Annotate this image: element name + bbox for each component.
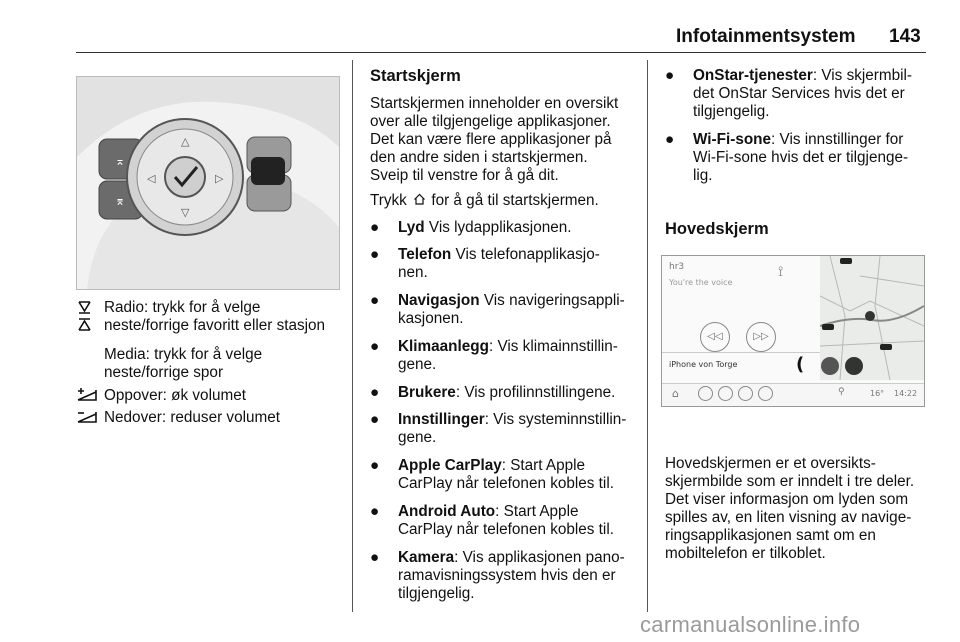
- item-label: Wi-Fi-sone: [693, 131, 772, 148]
- bullet: ●: [370, 246, 380, 263]
- startskjerm-intro: [370, 95, 640, 185]
- page-number: 143: [889, 26, 921, 47]
- list-item: [370, 549, 632, 603]
- list-item: [370, 338, 632, 374]
- svg-text:△: △: [181, 135, 190, 148]
- item-label: OnStar-tjenester: [693, 67, 813, 84]
- intro-line: over alle tilgjengelige applikasjoner.: [370, 113, 611, 130]
- item-text: ramavisningssystem hvis den er: [398, 567, 616, 584]
- item-text: : Vis klimainnstillin-: [488, 338, 618, 355]
- list-item: [370, 219, 632, 237]
- home-screen-illustration: [661, 255, 925, 407]
- item-text: Vis navigeringsappli-: [483, 292, 625, 309]
- map-view: [820, 256, 924, 380]
- paragraph-line: Hovedskjermen er et oversikts-: [665, 455, 876, 472]
- header-divider: [76, 52, 926, 53]
- svg-text:◁: ◁: [147, 172, 156, 185]
- control-media-line2: neste/forrige spor: [104, 364, 224, 381]
- location-icon: ⚲: [838, 387, 845, 397]
- home-icon: ⌂: [672, 387, 679, 400]
- paragraph-line: ringsapplikasjonen samt om en: [665, 527, 876, 544]
- seek-up-down-icon: [76, 299, 104, 338]
- bullet: ●: [370, 411, 380, 428]
- control-seek-line2: neste/forrige favoritt eller stasjon: [104, 317, 326, 334]
- paragraph-line: spilles av, en liten visning av navige-: [665, 509, 912, 526]
- bullet: ●: [370, 457, 380, 474]
- bullet: ●: [370, 219, 380, 236]
- item-label: Innstillinger: [398, 411, 485, 428]
- control-volume-up: [76, 387, 246, 408]
- item-text: : Vis innstillinger for: [771, 131, 904, 148]
- list-item: [370, 457, 632, 493]
- steering-wheel-drawing: [77, 77, 339, 289]
- press-prefix: Trykk: [370, 192, 407, 209]
- intro-line: den andre siden i startskjermen.: [370, 149, 588, 166]
- list-item: [665, 67, 927, 121]
- item-text: Wi-Fi-sone hvis det er tilgjenge-: [693, 149, 909, 166]
- volume-down-icon: [76, 409, 104, 430]
- control-media: [104, 346, 262, 382]
- control-seek: [76, 299, 325, 338]
- item-text: : Vis applikasjonen pano-: [454, 549, 625, 566]
- item-text: : Vis profilinnstillingene.: [455, 384, 616, 401]
- bullet: ●: [665, 131, 675, 148]
- list-item: [370, 384, 632, 402]
- control-seek-line1: Radio: trykk for å velge: [104, 299, 261, 316]
- press-home-instruction: [370, 192, 599, 210]
- steering-wheel-illustration: [76, 76, 340, 290]
- bullet: ●: [665, 67, 675, 84]
- item-label: Kamera: [398, 549, 455, 566]
- item-text: gene.: [398, 429, 437, 446]
- navigation-app-icon: [738, 386, 753, 401]
- hovedskjerm-heading: Hovedskjerm: [665, 220, 769, 238]
- item-text: : Start Apple: [495, 503, 579, 520]
- previous-track-icon: ◁◁: [700, 322, 730, 352]
- svg-text:▽: ▽: [181, 206, 190, 219]
- item-text: det OnStar Services hvis det er: [693, 85, 905, 102]
- item-text: Vis telefonapplikasjo-: [455, 246, 600, 263]
- phone-name: iPhone von Torge: [669, 360, 738, 369]
- paragraph-line: skjermbilde som er inndelt i tre deler.: [665, 473, 915, 490]
- list-item: [370, 246, 632, 282]
- startskjerm-heading: Startskjerm: [370, 67, 461, 85]
- home-icon: [411, 192, 427, 210]
- bullet: ●: [370, 384, 380, 401]
- svg-text:⌆: ⌆: [115, 194, 126, 208]
- item-text: : Start Apple: [501, 457, 586, 474]
- item-text: Vis lydapplikasjonen.: [428, 219, 572, 236]
- climate-app-icon: [758, 386, 773, 401]
- temperature-readout: 16°: [870, 389, 885, 398]
- press-suffix: for å gå til startskjermen.: [431, 192, 599, 209]
- item-text: : Vis skjermbil-: [812, 67, 913, 84]
- item-text: tilgjengelig.: [693, 103, 770, 120]
- item-label: Navigasjon: [398, 292, 480, 309]
- item-label: Telefon: [398, 246, 452, 263]
- item-text: : Vis systeminnstillin-: [484, 411, 627, 428]
- audio-source-label: hr3: [669, 262, 685, 272]
- bullet: ●: [370, 503, 380, 520]
- next-track-icon: ▷▷: [746, 322, 776, 352]
- column-divider-right: [647, 60, 648, 612]
- antenna-icon: ⟟: [778, 264, 784, 280]
- bullet: ●: [370, 549, 380, 566]
- paragraph-line: Det viser informasjon om lyden som: [665, 491, 909, 508]
- intro-line: Sveip til venstre for å gå dit.: [370, 167, 559, 184]
- item-text: CarPlay når telefonen kobles til.: [398, 475, 614, 492]
- phone-icon: (: [796, 354, 805, 375]
- item-text: gene.: [398, 356, 437, 373]
- clock-readout: 14:22: [894, 389, 918, 398]
- item-text: kasjonen.: [398, 310, 464, 327]
- item-label: Apple CarPlay: [398, 457, 502, 474]
- item-text: CarPlay når telefonen kobles til.: [398, 521, 614, 538]
- item-label: Brukere: [398, 384, 456, 401]
- intro-line: Det kan være flere applikasjoner på: [370, 131, 612, 148]
- control-volume-down-text: Nedover: reduser volumet: [104, 409, 280, 426]
- audio-app-icon: [698, 386, 713, 401]
- bullet: ●: [370, 292, 380, 309]
- footer-watermark: carmanualsonline.info: [640, 612, 861, 637]
- list-item: [665, 131, 927, 185]
- control-volume-up-text: Oppover: øk volumet: [104, 387, 246, 404]
- svg-text:⌅: ⌅: [115, 154, 126, 168]
- item-text: tilgjengelig.: [398, 585, 475, 602]
- phone-divider: [662, 352, 820, 353]
- volume-up-icon: [76, 387, 104, 408]
- svg-text:▷: ▷: [215, 172, 224, 185]
- hovedskjerm-paragraph: [665, 455, 945, 563]
- bullet: ●: [370, 338, 380, 355]
- item-text: lig.: [693, 167, 713, 184]
- now-playing-label: You're the voice: [669, 278, 733, 287]
- intro-line: Startskjermen inneholder en oversikt: [370, 95, 619, 112]
- paragraph-line: mobiltelefon er tilkoblet.: [665, 545, 826, 562]
- page-header-title: Infotainmentsystem: [676, 26, 856, 47]
- item-text: nen.: [398, 264, 428, 281]
- control-volume-down: [76, 409, 280, 430]
- column-divider-left: [352, 60, 353, 612]
- item-label: Android Auto: [398, 503, 496, 520]
- list-item: [370, 503, 632, 539]
- item-label: Klimaanlegg: [398, 338, 489, 355]
- list-item: [370, 292, 632, 328]
- control-media-line1: Media: trykk for å velge: [104, 346, 263, 363]
- item-label: Lyd: [398, 219, 425, 236]
- list-item: [370, 411, 632, 447]
- phone-app-icon: [718, 386, 733, 401]
